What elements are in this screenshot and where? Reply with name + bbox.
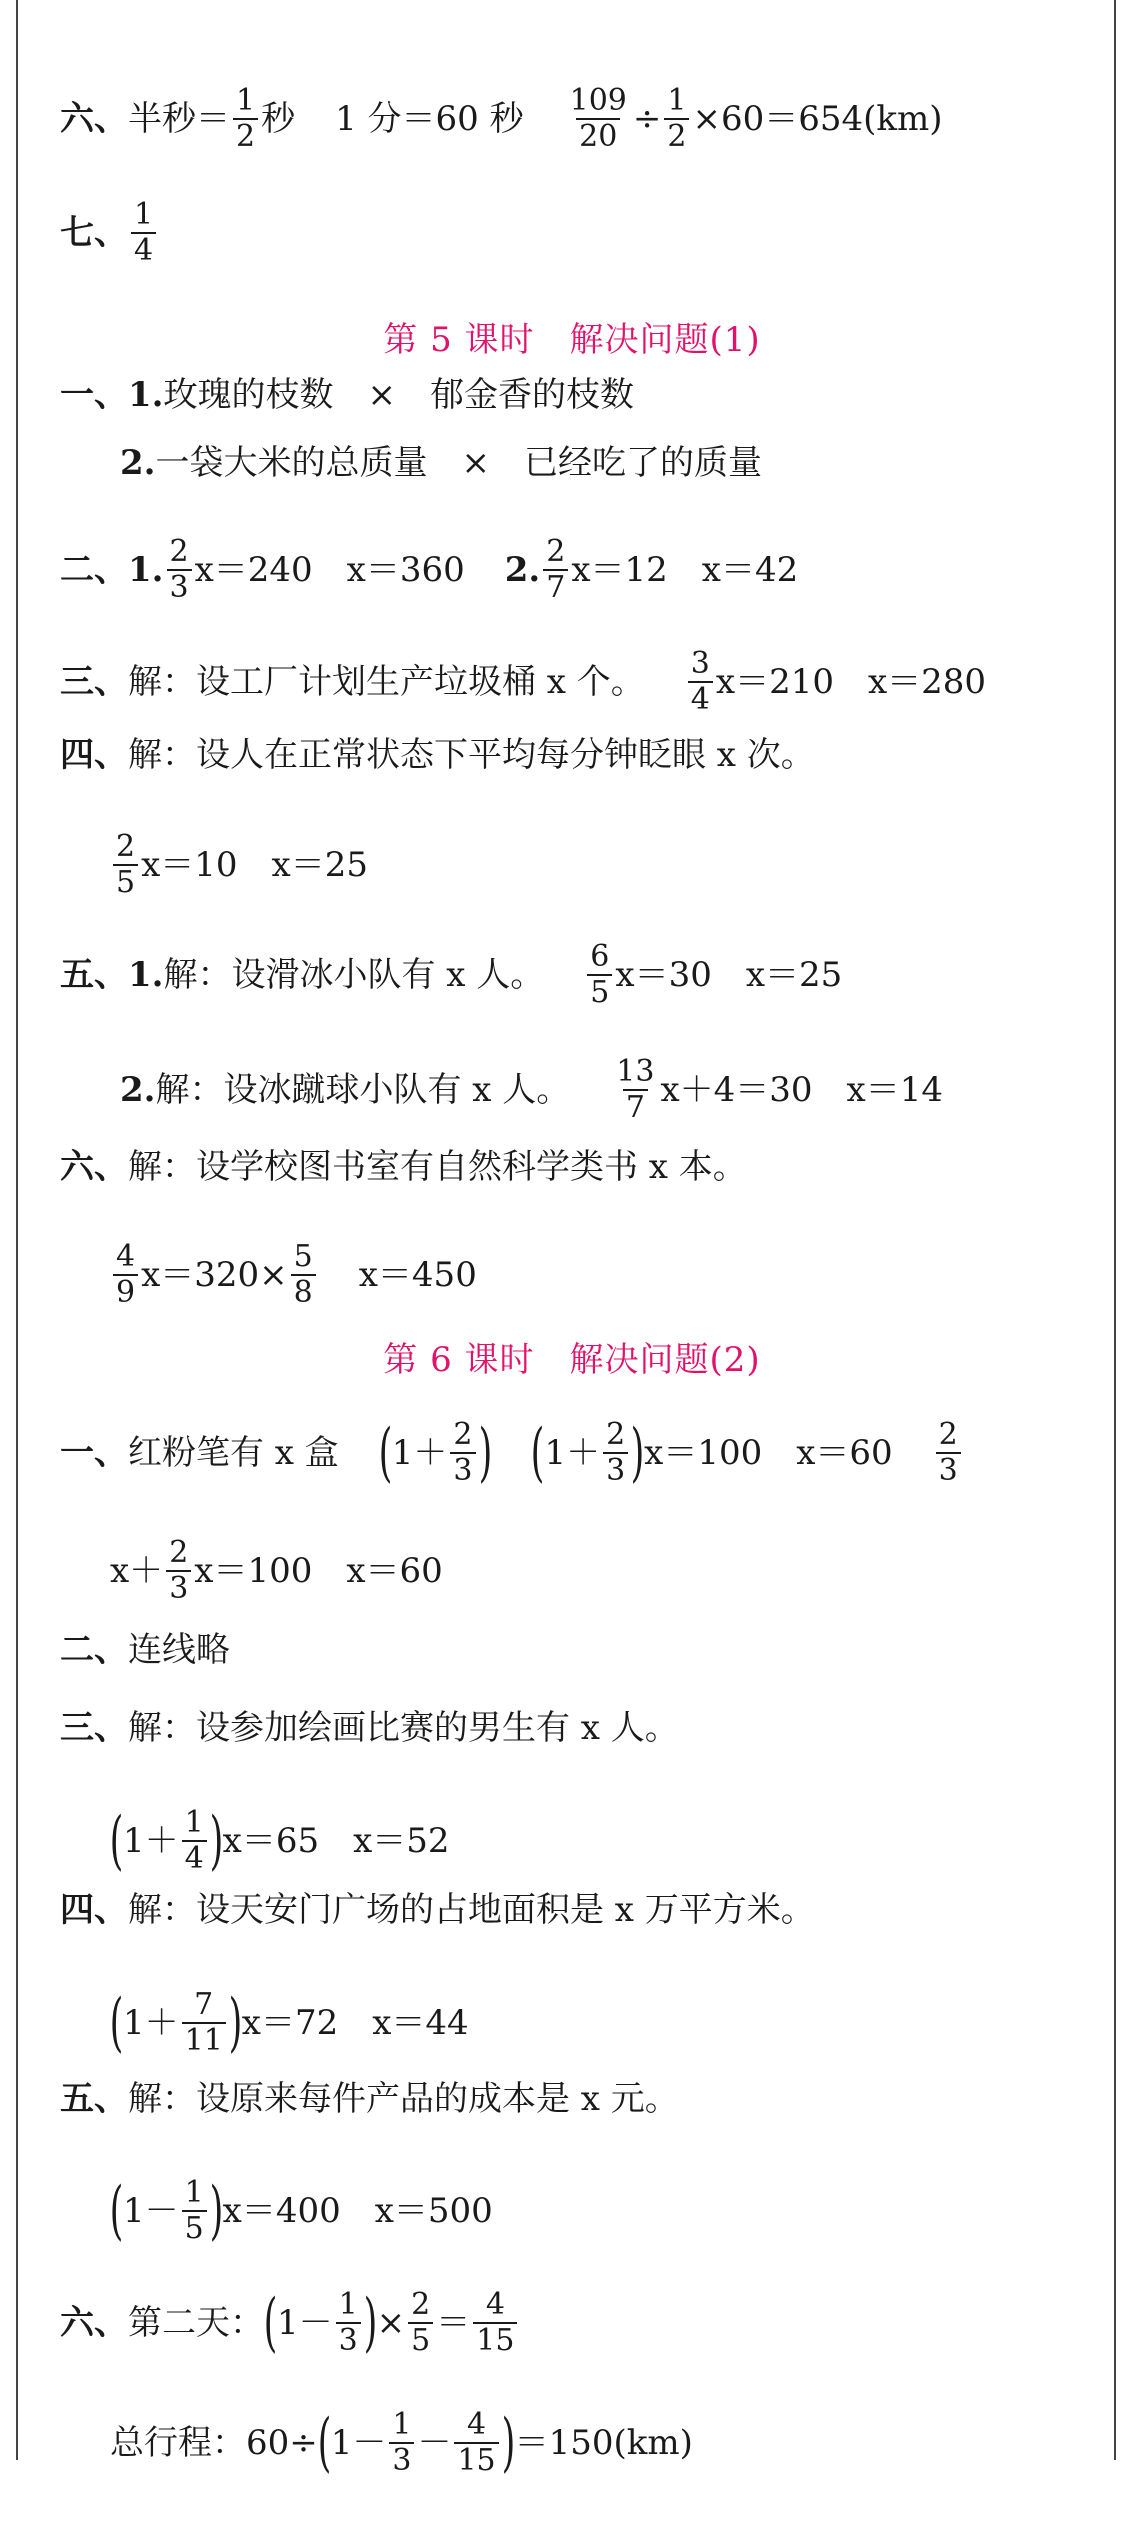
fraction-numerator: 1 [236, 83, 256, 118]
fraction [587, 940, 612, 1009]
fraction-numerator: 7 [194, 1987, 214, 2022]
fraction-denominator: 7 [543, 569, 568, 605]
q-label: 2. [120, 443, 156, 483]
l5-q4 [60, 735, 1084, 775]
text: 一袋大米的总质量 × 已经吃了的质量 [155, 443, 762, 483]
fraction-denominator: 5 [182, 2210, 207, 2246]
text: x＝100 x＝60 [194, 1550, 443, 1591]
q-label: 五、1. [60, 954, 164, 995]
text: 解：设滑冰小队有 x 人。 [163, 954, 545, 995]
fraction-denominator: 4 [688, 681, 713, 717]
text: 解：设人在正常状态下平均每分钟眨眼 x 次。 [128, 735, 815, 775]
l6-q4 [60, 1890, 1084, 1930]
l6-q3 [60, 1708, 1084, 1748]
fraction-denominator: 5 [587, 974, 612, 1010]
q-label: 六、 [60, 1147, 128, 1187]
text: x＝65 x＝52 [222, 1820, 450, 1861]
fraction [113, 1240, 138, 1309]
fraction-numerator: 6 [590, 939, 610, 974]
l6-q6-total [110, 2405, 1084, 2480]
fraction [543, 535, 568, 604]
fraction [336, 2288, 361, 2357]
bracket: ( [109, 1985, 124, 2060]
fraction-denominator: 3 [389, 2442, 414, 2478]
answer-q6-top [60, 84, 1084, 153]
bracket: ) [501, 2405, 516, 2480]
text: 半秒＝ [128, 98, 230, 139]
fraction [613, 1055, 657, 1124]
text: x＝72 x＝44 [241, 2002, 469, 2043]
q-label: 2. [504, 549, 541, 590]
l6-q5-eq [109, 2173, 1084, 2248]
fraction [131, 198, 156, 267]
text: 1－ [276, 2302, 333, 2343]
bracket: ( [109, 2173, 124, 2248]
text: x＝240 x＝360 [194, 549, 465, 590]
l6-q6 [60, 2285, 1084, 2360]
fraction-denominator: 8 [291, 1274, 316, 1310]
text: 1＋ [544, 1432, 601, 1473]
fraction-numerator: 1 [184, 2175, 204, 2210]
fraction [473, 2288, 517, 2357]
fraction-denominator: 3 [936, 1452, 961, 1488]
q-label: 一、 [60, 1432, 128, 1473]
q-label: 二、 [60, 1630, 128, 1670]
lesson-5-title: 第 5 课时 解决问题(1) [383, 320, 761, 360]
fraction-denominator: 3 [167, 569, 192, 605]
text: 解：设天安门广场的占地面积是 x 万平方米。 [128, 1890, 815, 1930]
fraction-numerator: 4 [467, 2407, 487, 2442]
q-label: 一、1. [60, 375, 164, 415]
fraction-denominator: 2 [233, 118, 258, 154]
text: 解：设学校图书室有自然科学类书 x 本。 [128, 1147, 747, 1187]
fraction [688, 647, 713, 716]
l5-q4-eq [110, 830, 1084, 899]
l6-q3-eq [109, 1803, 1084, 1878]
fraction-denominator: 11 [182, 2022, 226, 2058]
bracket: ) [228, 1985, 243, 2060]
bracket: ( [531, 1415, 545, 1490]
text: ×60＝654(km) [692, 98, 943, 139]
text: 1＋ [122, 1820, 179, 1861]
text: 秒 [261, 98, 296, 139]
fraction-numerator: 2 [169, 1535, 189, 1570]
bracket: ( [317, 2405, 332, 2480]
text: x＋ [110, 1550, 164, 1591]
fraction-numerator: 4 [485, 2287, 505, 2322]
fraction [167, 535, 192, 604]
text: 解：设工厂计划生产垃圾桶 x 个。 [128, 661, 645, 702]
q-label: 六、 [60, 2302, 128, 2343]
fraction-numerator: 109 [569, 83, 627, 118]
l6-q1 [60, 1415, 1084, 1490]
l6-q2 [60, 1630, 1084, 1670]
text: 1＋ [391, 1432, 448, 1473]
text: 解：设原来每件产品的成本是 x 元。 [128, 2079, 679, 2119]
text: 连线略 [128, 1630, 230, 1670]
fraction [182, 2176, 207, 2245]
fraction [603, 1418, 628, 1487]
bracket: ( [263, 2285, 278, 2360]
fraction [182, 1988, 226, 2057]
fraction-denominator: 2 [664, 118, 689, 154]
text: 解：设参加绘画比赛的男生有 x 人。 [128, 1708, 679, 1748]
q-label: 2. [120, 1069, 156, 1110]
fraction [454, 2408, 498, 2477]
fraction-denominator: 3 [166, 1570, 191, 1606]
fraction-denominator: 15 [454, 2442, 498, 2478]
bracket: ) [363, 2285, 378, 2360]
fraction-denominator: 7 [623, 1089, 648, 1125]
text: 1－ [330, 2422, 387, 2463]
fraction-denominator: 4 [131, 232, 156, 268]
fraction [113, 830, 138, 899]
text: ＝150(km) [514, 2422, 693, 2463]
text: 红粉笔有 x 盒 [128, 1432, 339, 1473]
fraction-numerator: 2 [169, 534, 189, 569]
l5-q3 [60, 647, 1084, 716]
fraction-numerator: 4 [116, 1239, 136, 1274]
text: x＝210 x＝280 [715, 661, 987, 702]
fraction [664, 84, 689, 153]
l5-q5-1 [60, 940, 1084, 1009]
fraction [936, 1418, 961, 1487]
text: 1＋ [122, 2002, 179, 2043]
fraction-denominator: 5 [408, 2322, 433, 2358]
fraction-denominator: 5 [113, 864, 138, 900]
text: 解：设冰蹴球小队有 x 人。 [155, 1069, 571, 1110]
text: 1 分＝60 秒 [335, 98, 524, 139]
text: 玫瑰的枝数 × 郁金香的枝数 [163, 375, 634, 415]
l5-q1-1 [60, 375, 1084, 415]
fraction-numerator: 1 [392, 2407, 412, 2442]
fraction [450, 1418, 475, 1487]
fraction [233, 84, 258, 153]
bracket: ( [109, 1803, 124, 1878]
l5-q6 [60, 1147, 1084, 1187]
l6-q5 [60, 2079, 1084, 2119]
bracket: ) [630, 1415, 645, 1490]
text: ＝ [436, 2302, 471, 2343]
text: 1－ [122, 2190, 179, 2231]
text: 第二天： [128, 2302, 264, 2343]
fraction [166, 1536, 191, 1605]
text: ÷ [632, 98, 662, 139]
bracket: ) [478, 1415, 492, 1490]
text: × [376, 2302, 406, 2343]
bracket: ) [209, 2173, 224, 2248]
text: x＝400 x＝500 [222, 2190, 493, 2231]
fraction-denominator: 3 [603, 1452, 628, 1488]
q-label: 七、 [60, 212, 128, 253]
fraction-denominator: 3 [450, 1452, 475, 1488]
lesson-6-title: 第 6 课时 解决问题(2) [383, 1340, 761, 1380]
fraction-denominator: 9 [113, 1274, 138, 1310]
q-label: 六、 [60, 98, 128, 139]
q-label: 四、 [60, 1890, 128, 1930]
fraction-denominator: 15 [473, 2322, 517, 2358]
fraction-numerator: 2 [938, 1417, 958, 1452]
fraction-denominator: 20 [576, 118, 620, 154]
fraction-denominator: 3 [336, 2322, 361, 2358]
text: x＝30 x＝25 [615, 954, 843, 995]
right-rule [1114, 0, 1116, 2460]
q-label: 五、 [60, 2079, 128, 2119]
text: x＝10 x＝25 [141, 844, 368, 885]
fraction-numerator: 1 [667, 83, 687, 118]
fraction [389, 2408, 414, 2477]
text: x＝100 x＝60 [644, 1432, 893, 1473]
fraction-numerator: 13 [616, 1054, 655, 1089]
answer-q7-top [60, 198, 1084, 267]
fraction-numerator: 2 [453, 1417, 473, 1452]
fraction [567, 84, 630, 153]
fraction-numerator: 1 [184, 1805, 204, 1840]
left-rule [16, 0, 18, 2460]
fraction-numerator: 2 [606, 1417, 626, 1452]
l5-q6-eq [110, 1240, 1084, 1309]
fraction-denominator: 4 [182, 1840, 207, 1876]
bracket: ( [378, 1415, 393, 1490]
fraction-numerator: 5 [293, 1239, 313, 1274]
text: x＝450 [358, 1254, 477, 1295]
l6-q4-eq [109, 1985, 1084, 2060]
q-label: 三、 [60, 661, 128, 702]
l6-q1-line2 [110, 1536, 1084, 1605]
bracket: ) [209, 1803, 224, 1878]
q-label: 三、 [60, 1708, 128, 1748]
fraction-numerator: 2 [546, 534, 566, 569]
fraction [291, 1240, 316, 1309]
fraction-numerator: 1 [134, 197, 154, 232]
fraction [408, 2288, 433, 2357]
fraction-numerator: 2 [411, 2287, 431, 2322]
q-label: 二、1. [60, 549, 164, 590]
text: x＝12 x＝42 [571, 549, 799, 590]
text: 总行程：60÷ [110, 2422, 318, 2463]
fraction [182, 1806, 207, 1875]
fraction-numerator: 1 [338, 2287, 358, 2322]
text: － [417, 2422, 452, 2463]
fraction-numerator: 2 [116, 829, 136, 864]
l5-q5-2 [120, 1055, 1084, 1124]
fraction-numerator: 3 [690, 646, 710, 681]
l5-q1-2 [120, 443, 1084, 483]
text: x＝320× [141, 1254, 288, 1295]
l5-q2 [60, 535, 1084, 604]
text: x＋4＝30 x＝14 [660, 1069, 943, 1110]
q-label: 四、 [60, 735, 128, 775]
